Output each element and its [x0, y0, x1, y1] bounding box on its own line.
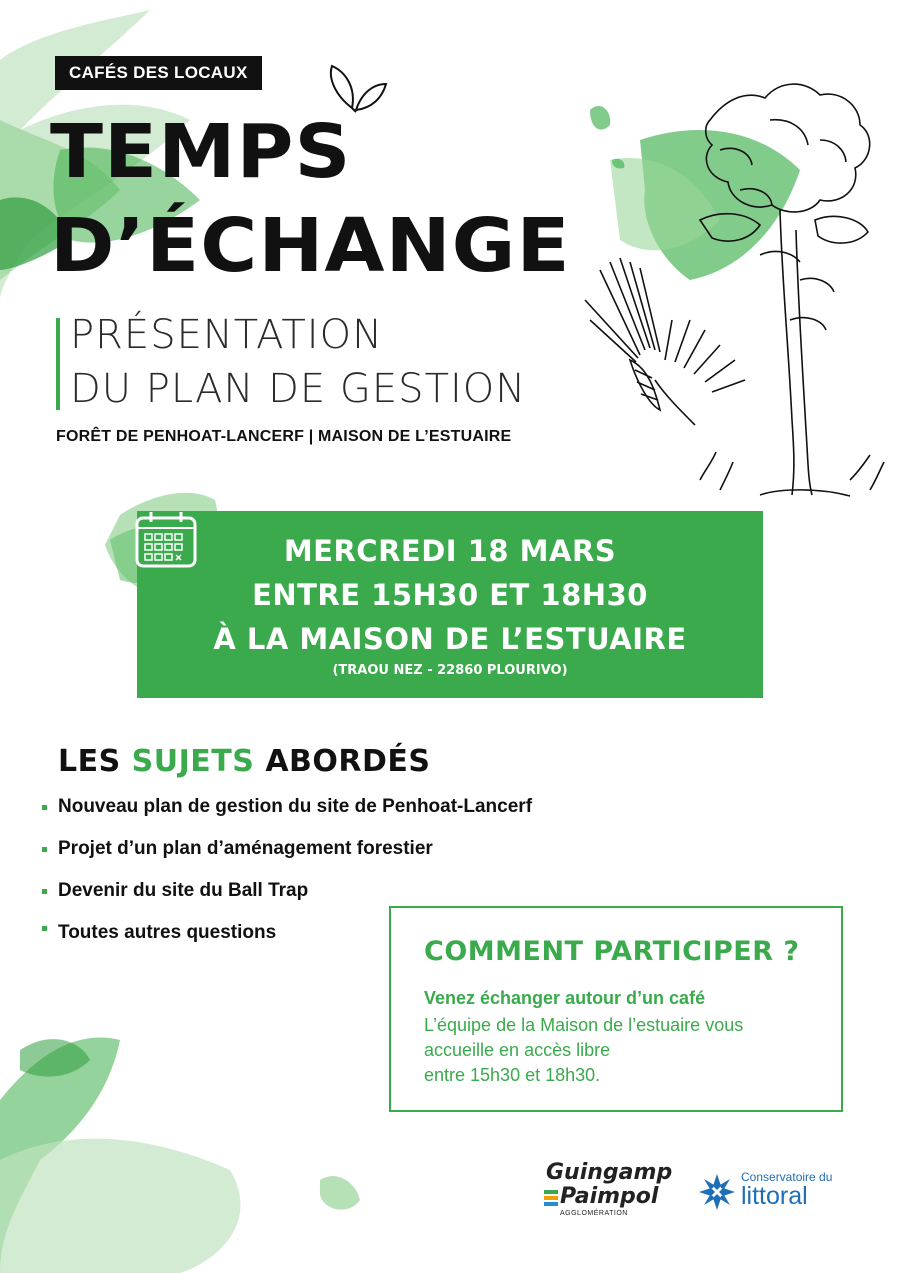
- calendar-icon: [133, 508, 201, 572]
- logo-gp-line-2: Paimpol: [560, 1184, 659, 1209]
- topics-heading-pre: LES: [58, 744, 121, 779]
- event-date-box: [137, 511, 763, 698]
- list-item: [42, 838, 532, 880]
- participate-line-2: accueille en accès libre: [424, 1040, 611, 1060]
- location-line: FORÊT DE PENHOAT-LANCERF | MAISON DE L’ESTUAIRE: [56, 428, 512, 445]
- topic-text: Toutes autres questions: [58, 922, 277, 943]
- topic-text: Devenir du site du Ball Trap: [58, 880, 309, 901]
- event-address: (TRAOU NEZ - 22860 PLOURIVO): [332, 663, 568, 678]
- topics-heading-post: ABORDÉS: [265, 744, 431, 779]
- participate-lead: Venez échanger autour d’un café: [424, 988, 706, 1008]
- bullet-icon: [42, 926, 47, 931]
- bullet-icon: [42, 889, 47, 894]
- participate-text: [424, 1013, 824, 1088]
- logo-gp-stripes: [544, 1190, 558, 1208]
- subtitle-line-1: PRÉSENTATION: [70, 312, 383, 358]
- participate-line-3: entre 15h30 et 18h30.: [424, 1065, 601, 1085]
- conservatoire-emblem-icon: [697, 1172, 737, 1212]
- topics-heading-accent: SUJETS: [131, 744, 255, 779]
- bullet-icon: [42, 805, 47, 810]
- participate-line-1: L’équipe de la Maison de l’estuaire vous: [424, 1015, 744, 1035]
- title-line-2: D’ÉCHANGE: [50, 203, 571, 289]
- logo-gp-line-1: Guingamp: [546, 1160, 673, 1185]
- title-line-1: TEMPS: [50, 109, 352, 195]
- guingamp-paimpol-logo: [544, 1160, 689, 1222]
- event-venue: À LA MAISON DE L’ESTUAIRE: [213, 622, 687, 656]
- topics-heading: [58, 744, 431, 779]
- list-item: [42, 796, 532, 838]
- subtitle-accent-bar: [56, 318, 60, 410]
- event-day: MERCREDI 18 MARS: [283, 534, 617, 568]
- logo-cl-line-2: littoral: [741, 1182, 808, 1210]
- logo-cl-line-1: Conservatoire du: [741, 1170, 833, 1184]
- subtitle-line-2: DU PLAN DE GESTION: [70, 366, 527, 412]
- category-label: CAFÉS DES LOCAUX: [55, 56, 262, 90]
- topic-text: Nouveau plan de gestion du site de Penhoat-Lancerf: [58, 796, 533, 817]
- topic-text: Projet d’un plan d’aménagement forestier: [58, 838, 433, 859]
- leaf-sprout-icon: [331, 66, 386, 112]
- bullet-icon: [42, 847, 47, 852]
- logo-gp-line-3: AGGLOMÉRATION: [560, 1210, 628, 1217]
- event-time: ENTRE 15H30 ET 18H30: [252, 578, 648, 612]
- conservatoire-littoral-logo: [697, 1168, 857, 1212]
- participate-title: COMMENT PARTICIPER ?: [424, 936, 800, 967]
